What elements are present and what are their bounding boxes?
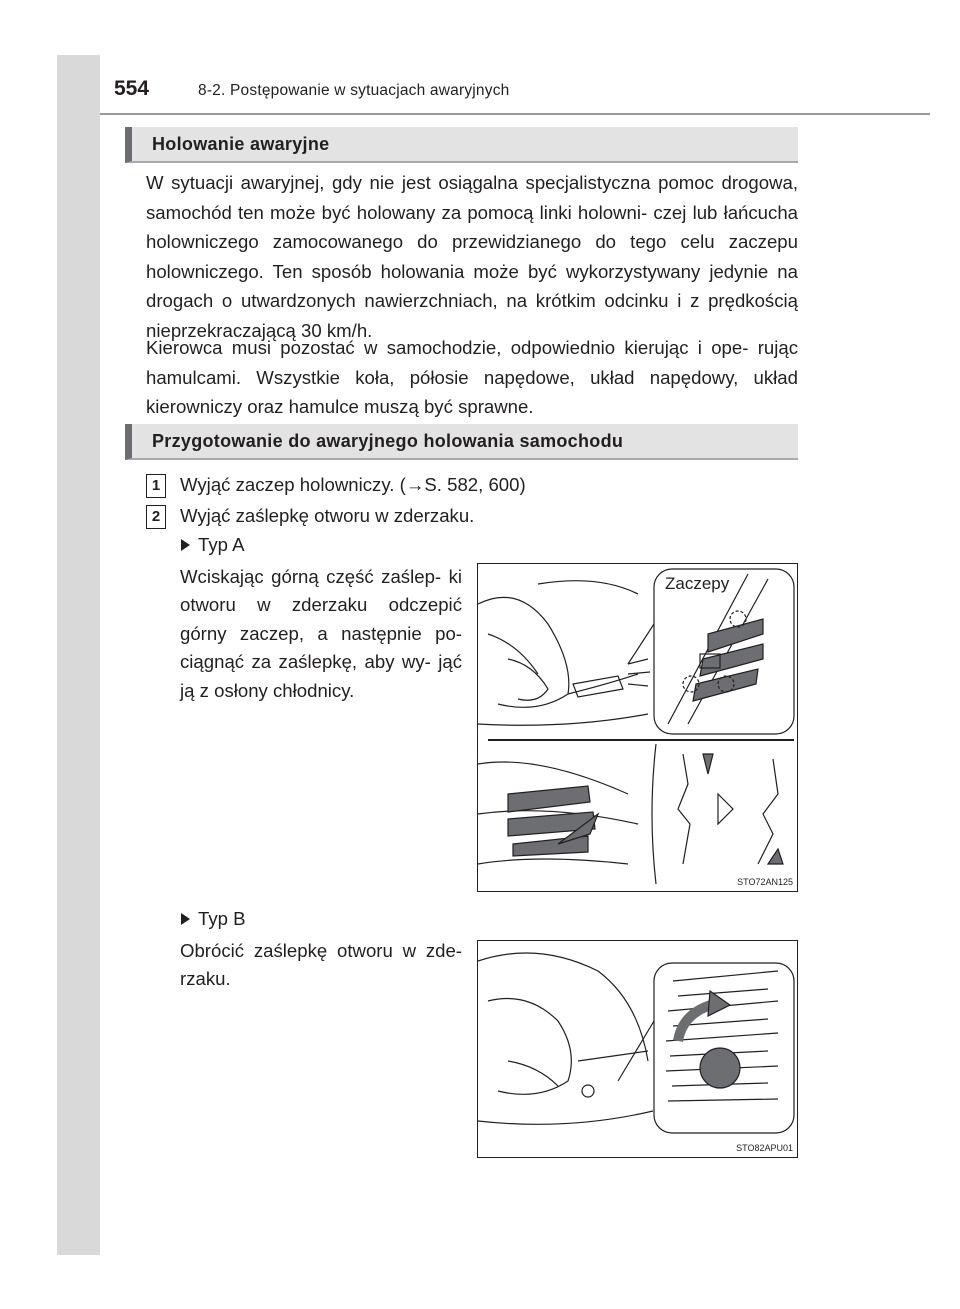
figure-type-b: [477, 940, 798, 1158]
section-title: Holowanie awaryjne: [152, 134, 330, 154]
bumper-cover-rotate-illustration: [478, 941, 798, 1158]
type-b-instructions: Obrócić zaślepkę otworu w zde- rzaku.: [180, 940, 462, 990]
paragraph-driver: Kierowca musi pozostać w samochodzie, odpowiednio kierując i ope- rując hamulcami. Wszystkie koła, półosie napędowe, układ napędowy, układ kierowniczy oraz hamulce muszą być sprawne.: [146, 337, 798, 418]
type-a-label: Typ A: [198, 534, 245, 555]
step-number-box: 2: [146, 505, 166, 529]
figure-code: STO82APU01: [736, 1143, 793, 1153]
step-text: Wyjąć zaczep holowniczy. (→S. 582, 600): [180, 474, 526, 495]
step-number-box: 1: [146, 474, 166, 498]
type-a-heading: [181, 534, 245, 556]
type-a-instructions: Wciskając górną część zaślep- ki otworu w zderzaku odczepić górny zaczep, a następnie po- ciągnąć za zaślepkę, aby wy- jąć ją z osłony chłodnicy.: [180, 566, 462, 701]
figure-type-a: [477, 563, 798, 892]
type-b-label: Typ B: [198, 908, 246, 929]
chapter-title: 8-2. Postępowanie w sytuacjach awaryjnych: [198, 82, 510, 99]
bumper-cover-illustration: [478, 564, 798, 892]
page-side-tab: [57, 55, 100, 1255]
page-header: [100, 55, 930, 115]
section-heading-preparation: [125, 424, 798, 460]
figure-callout-label: Zaczepy: [665, 574, 730, 593]
section-title: Przygotowanie do awaryjnego holowania samochodu: [152, 431, 624, 451]
step-text: Wyjąć zaślepkę otworu w zderzaku.: [180, 505, 475, 526]
page-number: 554: [114, 77, 150, 100]
triangle-bullet-icon: [181, 539, 190, 551]
type-b-heading: [181, 908, 246, 930]
section-heading-emergency-towing: [125, 127, 798, 163]
figure-code: STO72AN125: [737, 877, 793, 887]
triangle-bullet-icon: [181, 913, 190, 925]
paragraph-intro: W sytuacji awaryjnej, gdy nie jest osiągalna specjalistyczna pomoc drogowa, samochód ten może być holowany za pomocą linki holowni- czej lub łańcucha holowniczego zamocowanego do przewidzianego do tego celu zaczepu holowniczego. Ten sposób holowania może być wykorzystywany jedynie na drogach o utwardzonych nawierzchniach, na krótkim odcinku i z prędkością nieprzekraczającą 30 km/h.: [146, 172, 798, 341]
